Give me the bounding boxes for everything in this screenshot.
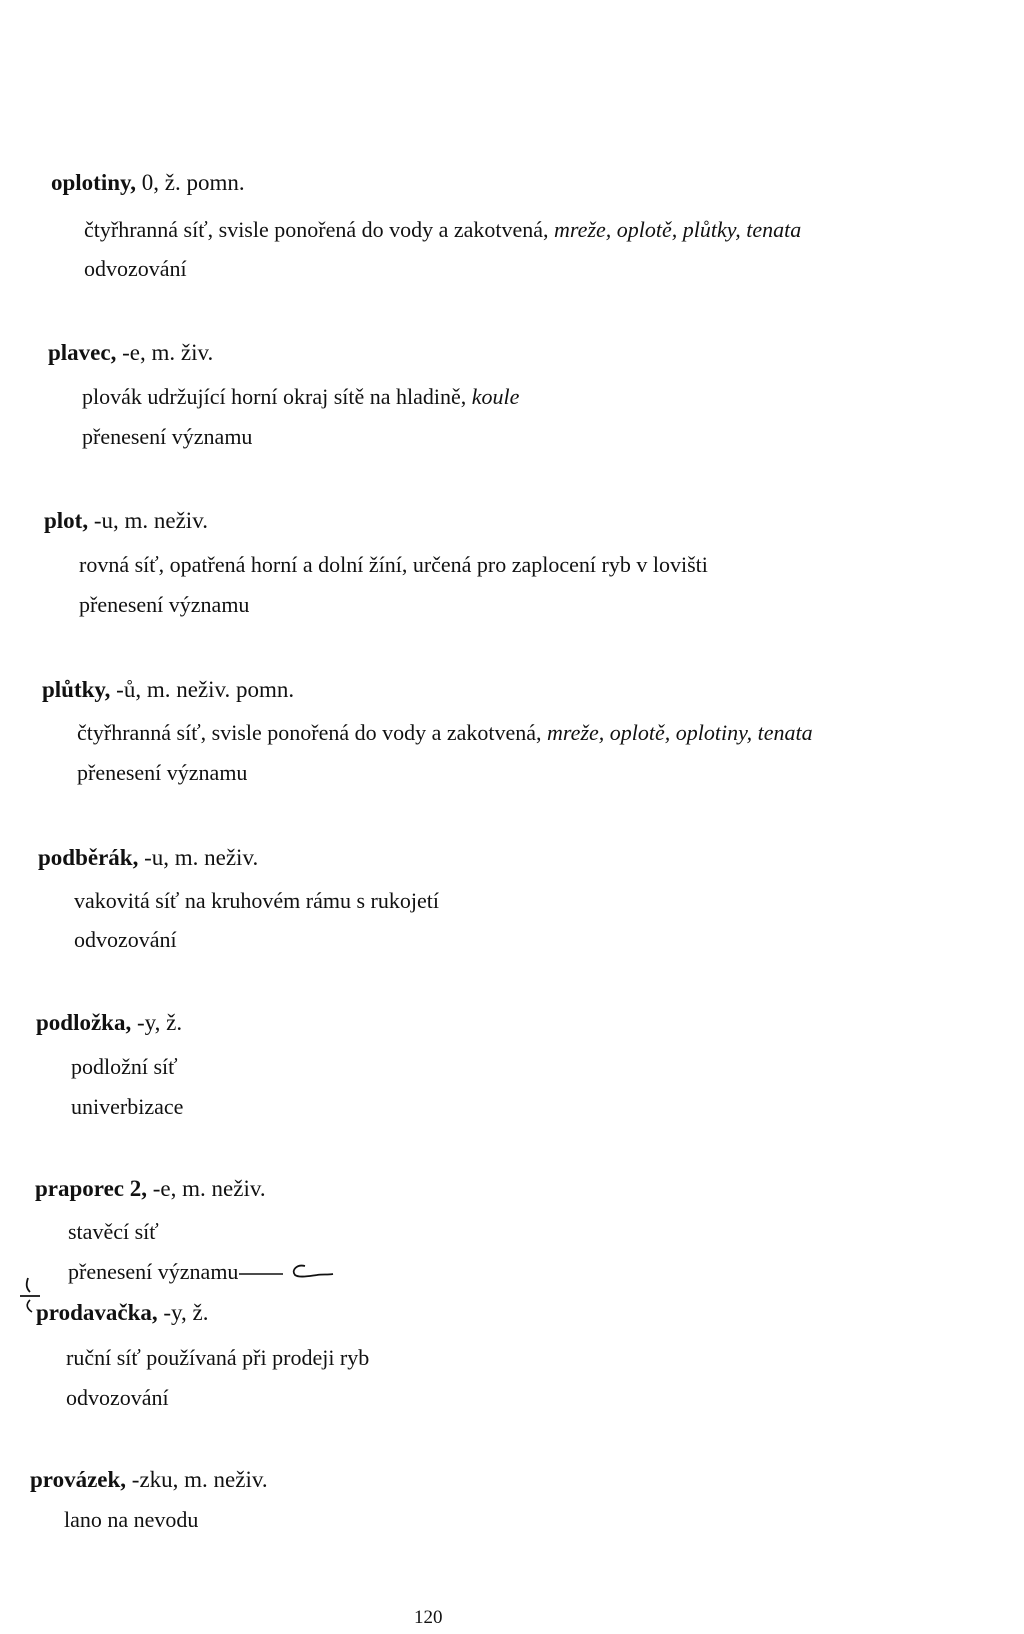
word-formation: odvozování xyxy=(66,1385,169,1410)
definition xyxy=(68,1219,159,1245)
headword-line xyxy=(51,170,245,196)
grammar: -u, m. neživ. xyxy=(138,845,259,870)
page-number: 120 xyxy=(414,1607,443,1628)
headword: praporec 2, xyxy=(35,1176,148,1201)
synonyms: mreže, oplotě, plůtky, tenata xyxy=(554,217,802,242)
handwritten-mark-icon xyxy=(237,1258,347,1282)
definition-text: plovák udržující horní okraj sítě na hladině, xyxy=(82,384,472,409)
headword: prodavačka, xyxy=(36,1300,158,1325)
definition xyxy=(84,217,801,243)
word-formation: přenesení významu xyxy=(82,424,253,449)
word-formation: odvozování xyxy=(74,927,177,952)
grammar: -u, m. neživ. xyxy=(88,508,208,533)
definition-text: rovná síť, opatřená horní a dolní žíní, určená pro zaplocení ryb v lovišti xyxy=(79,552,708,577)
definition xyxy=(82,384,519,410)
headword-line xyxy=(36,1300,209,1326)
headword: plůtky, xyxy=(42,677,111,702)
grammar: -ů, m. neživ. pomn. xyxy=(110,677,295,702)
headword-line xyxy=(42,677,294,703)
headword: plavec, xyxy=(48,340,117,365)
definition xyxy=(79,552,708,578)
synonyms: koule xyxy=(471,384,520,409)
headword-line xyxy=(44,508,208,534)
definition-text: stavěcí síť xyxy=(68,1219,159,1244)
definition xyxy=(74,888,439,914)
headword-line xyxy=(35,1176,266,1202)
grammar: -y, ž. xyxy=(131,1010,183,1035)
headword: podložka, xyxy=(36,1010,132,1035)
definition-text: lano na nevodu xyxy=(64,1507,199,1532)
grammar: -e, m. neživ. xyxy=(147,1176,266,1201)
definition-text: čtyřhranná síť, svisle ponořená do vody a zakotvená, xyxy=(84,217,555,242)
word-formation: přenesení významu xyxy=(77,760,248,785)
definition-text: podložní síť xyxy=(71,1054,178,1079)
definition-text: čtyřhranná síť, svisle ponořená do vody a zakotvená, xyxy=(77,720,548,745)
headword: oplotiny, xyxy=(51,170,137,195)
headword: provázek, xyxy=(30,1467,127,1492)
word-formation: odvozování xyxy=(84,256,187,281)
headword-line xyxy=(30,1467,268,1493)
grammar: -zku, m. neživ. xyxy=(126,1467,268,1492)
word-formation: přenesení významu xyxy=(68,1259,239,1284)
grammar: -e, m. živ. xyxy=(116,340,214,365)
synonyms: mreže, oplotě, oplotiny, tenata xyxy=(547,720,813,745)
definition xyxy=(77,720,813,746)
definition-text: vakovitá síť na kruhovém rámu s rukojetí xyxy=(74,888,439,913)
word-formation: univerbizace xyxy=(71,1094,184,1119)
headword: plot, xyxy=(44,508,89,533)
headword-line xyxy=(36,1010,182,1036)
grammar: -y, ž. xyxy=(157,1300,209,1325)
definition xyxy=(71,1054,178,1080)
headword-line xyxy=(48,340,213,366)
definition xyxy=(66,1345,369,1371)
definition-text: ruční síť používaná při prodeji ryb xyxy=(66,1345,370,1370)
headword-line xyxy=(38,845,258,871)
grammar: 0, ž. pomn. xyxy=(136,170,245,195)
definition xyxy=(64,1507,198,1533)
word-formation: přenesení významu xyxy=(79,592,250,617)
headword: podběrák, xyxy=(38,845,139,870)
